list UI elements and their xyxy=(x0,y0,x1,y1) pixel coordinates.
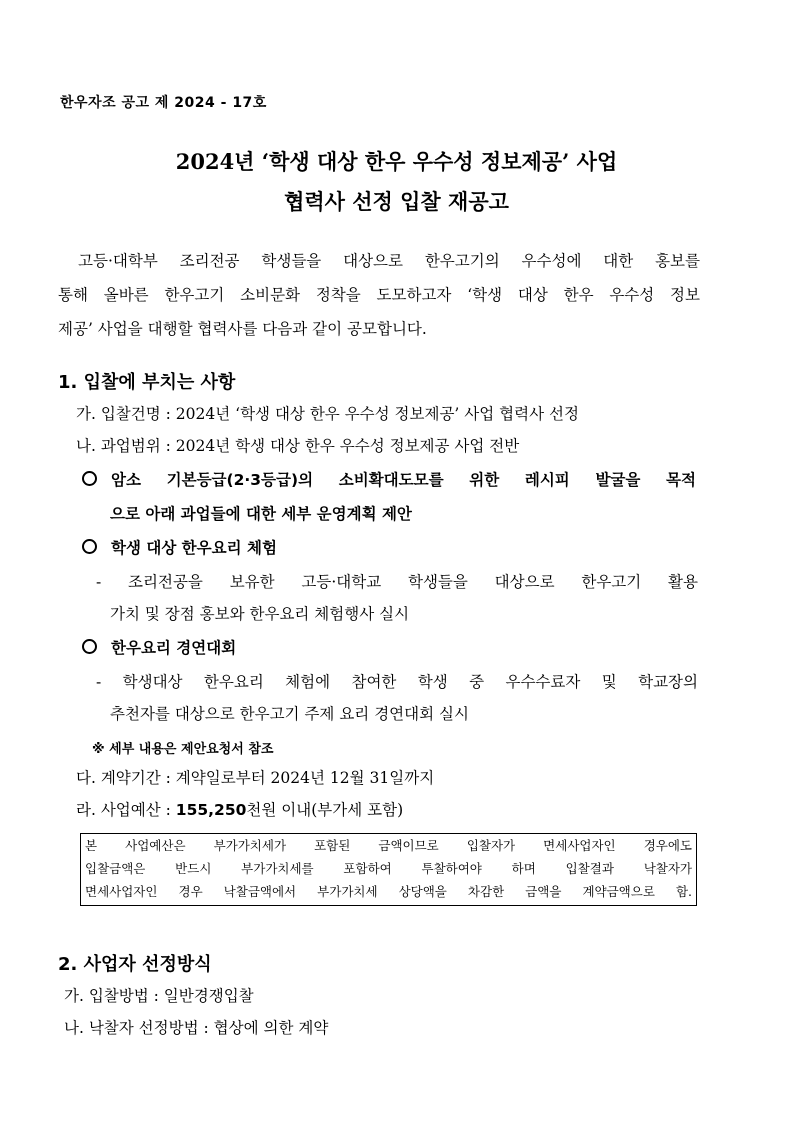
dash-contest-line-2: 추천자를 대상으로 한우고기 주제 요리 경연대회 실시 xyxy=(110,705,469,723)
section-1-heading: 1. 입찰에 부치는 사항 xyxy=(58,372,236,393)
item-budget xyxy=(76,798,403,820)
intro-line-1: 고등·대학부 조리전공 학생들을 대상으로 한우고기의 우수성에 대한 홍보를 xyxy=(78,252,700,270)
dash-experience-line-1: - 조리전공을 보유한 고등·대학교 학생들을 대상으로 한우고기 활용 xyxy=(96,573,698,591)
budget-suffix: 천원 이내(부가세 포함) xyxy=(246,801,404,819)
document-number: 한우자조 공고 제 2024 - 17호 xyxy=(60,95,267,111)
intro-line-2: 통해 올바른 한우고기 소비문화 정착을 도모하고자 ‘학생 대상 한우 우수성 정보 xyxy=(58,286,700,304)
intro-paragraph xyxy=(58,244,700,346)
budget-prefix: 라. 사업예산 : xyxy=(76,801,176,819)
circle-bullet-icon xyxy=(82,539,97,554)
dash-contest-line-1: - 학생대상 한우요리 체험에 참여한 학생 중 우수수료자 및 학교장의 xyxy=(96,673,698,691)
vat-notice-line-1: 본 사업예산은 부가가치세가 포함된 금액이므로 입찰자가 면세사업자인 경우에도 xyxy=(85,838,692,853)
bullet-recipe-line-1: 암소 기본등급(2·3등급)의 소비확대도모를 위한 레시피 발굴을 목적 xyxy=(111,471,696,489)
vat-notice-box xyxy=(80,833,697,906)
item-bid-name: 가. 입찰건명 : 2024년 ‘학생 대상 한우 우수성 정보제공’ 사업 협력사 선정 xyxy=(76,405,579,423)
bullet-recipe-line-2: 으로 아래 과업들에 대한 세부 운영계획 제안 xyxy=(110,505,412,523)
vat-notice-line-3: 면세사업자인 경우 낙찰금액에서 부가가치세 상당액을 차감한 금액을 계약금액으로 함. xyxy=(85,884,692,899)
item-winner-selection: 나. 낙찰자 선정방법 : 협상에 의한 계약 xyxy=(64,1019,329,1037)
bullet-recipe-purpose xyxy=(82,468,696,490)
budget-amount: 155,250 xyxy=(175,801,247,819)
title-line-2: 협력사 선정 입찰 재공고 xyxy=(284,189,509,214)
reference-note: ※ 세부 내용은 제안요청서 참조 xyxy=(92,742,274,757)
bullet-cooking-experience-label: 학생 대상 한우요리 체험 xyxy=(111,539,277,557)
circle-bullet-icon xyxy=(82,639,97,654)
vat-notice-line-2: 입찰금액은 반드시 부가가치세를 포함하여 투찰하여야 하며 입찰결과 낙찰자가 xyxy=(85,861,692,876)
bullet-cooking-experience xyxy=(82,536,277,558)
title-line-1: 2024년 ‘학생 대상 한우 우수성 정보제공’ 사업 xyxy=(175,149,618,174)
circle-bullet-icon xyxy=(82,471,97,486)
dash-experience-line-2: 가치 및 장점 홍보와 한우요리 체험행사 실시 xyxy=(110,605,410,623)
item-contract-period: 다. 계약기간 : 계약일로부터 2024년 12월 31일까지 xyxy=(76,769,435,787)
intro-line-3: 제공’ 사업을 대행할 협력사를 다음과 같이 공모합니다. xyxy=(58,320,427,338)
item-task-scope: 나. 과업범위 : 2024년 학생 대상 한우 우수성 정보제공 사업 전반 xyxy=(76,437,520,455)
section-2-heading: 2. 사업자 선정방식 xyxy=(58,954,212,975)
bullet-cooking-contest xyxy=(82,636,236,658)
bullet-cooking-contest-label: 한우요리 경연대회 xyxy=(111,639,237,657)
item-bid-method: 가. 입찰방법 : 일반경쟁입찰 xyxy=(64,987,254,1005)
